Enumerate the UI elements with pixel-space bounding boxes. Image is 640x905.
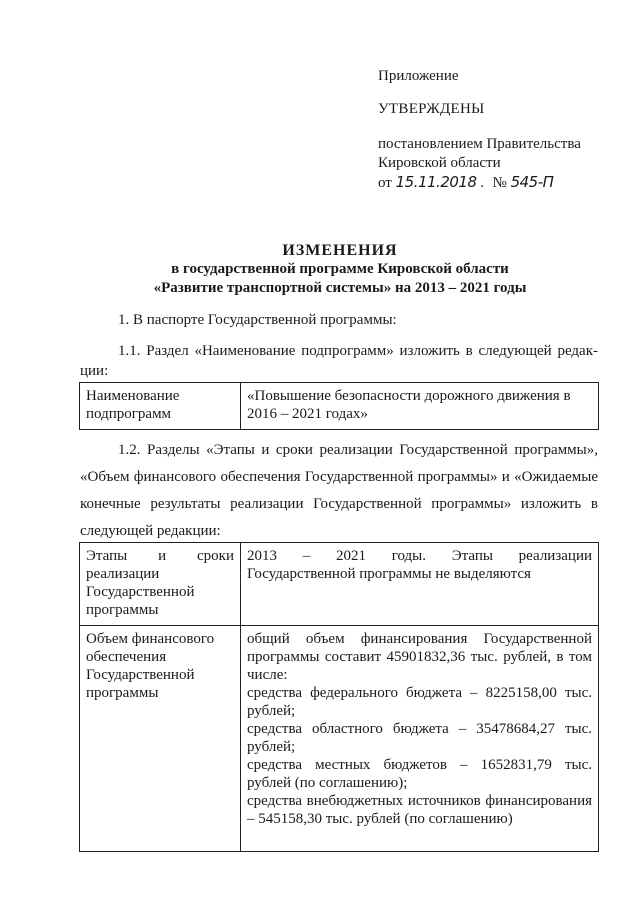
table-cell-value: 2013 – 2021 годы. Этапы реализации Государственной программы не выделяются [241, 543, 599, 626]
subprogram-table [79, 382, 599, 430]
resolution-line: постановлением Правительства [378, 136, 581, 152]
title-line-2: в государственной программе Кировской области [171, 261, 509, 277]
title-line-3: «Развитие транспортной системы» на 2013 – 2021 годы [153, 280, 527, 296]
table-cell-label: Наименование подпрограмм [80, 383, 241, 430]
region-line: Кировской области [378, 155, 501, 171]
handwritten-date: 15.11.2018 [395, 173, 477, 191]
table-cell-label: Объем финансового обеспечения Государственной программы [80, 626, 241, 852]
date-prefix: от [378, 175, 392, 191]
table-row [80, 626, 599, 852]
funding-total: общий объем финансирования Государственной программы составит 45901832,36 тыс. рублей, в том числе: [247, 631, 592, 683]
table-row [80, 383, 599, 430]
approved-label: УТВЕРЖДЕНЫ [378, 101, 485, 117]
funding-extrabudgetary: средства внебюджетных источников финансирования – 545158,30 тыс. рублей (по соглашению) [247, 793, 592, 827]
table-cell-label: Этапы и сроки реализации Государственной программы [80, 543, 241, 626]
title-main: ИЗМЕНЕНИЯ [282, 242, 398, 259]
funding-regional: средства областного бюджета – 35478684,27 тыс. рублей; [247, 721, 592, 755]
program-passport-table [79, 542, 599, 852]
table-cell-value [241, 626, 599, 852]
table-row [80, 543, 599, 626]
approval-block [378, 67, 618, 193]
table-cell-value: «Повышение безопасности дорожного движения в 2016 – 2021 годах» [241, 383, 599, 430]
appendix-label: Приложение [378, 68, 459, 84]
paragraph-1-2: 1.2. Разделы «Этапы и сроки реализации Государственной программы», «Объем финансового обеспечения Государственной программы» и «Ожидаемые конечные результаты реализации Государственной программы» изложить в следующей редакции: [80, 442, 598, 539]
paragraph-1-1: 1.1. Раздел «Наименование подпрограмм» изложить в следующей редак- [118, 343, 598, 359]
document-title [80, 241, 600, 298]
funding-local: средства местных бюджетов – 1652831,79 тыс. рублей (по соглашению); [247, 757, 592, 791]
separator-dot: . [480, 175, 485, 191]
handwritten-number: 545-П [510, 173, 554, 191]
funding-federal: средства федерального бюджета – 8225158,00 тыс. рублей; [247, 685, 592, 719]
paragraph-1: 1. В паспорте Государственной программы: [118, 312, 397, 328]
date-number-line [378, 173, 618, 193]
paragraph-1-1-continuation: ции: [80, 363, 109, 379]
number-label: № [492, 175, 507, 191]
